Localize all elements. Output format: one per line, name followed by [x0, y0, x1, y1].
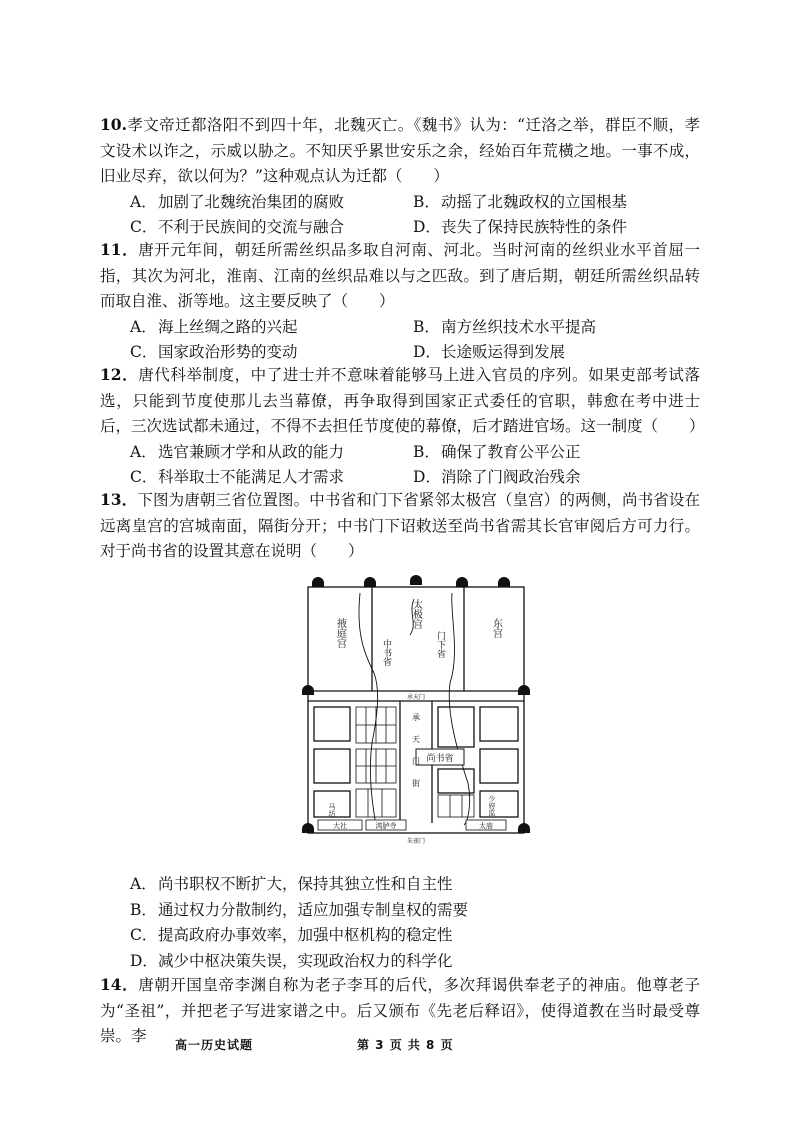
option-letter: D．	[413, 468, 441, 487]
city-block	[480, 707, 518, 741]
option-b[interactable]	[413, 440, 713, 466]
question-13	[100, 487, 700, 565]
option-text: 尚书职权不断扩大，保持其独立性和自主性	[158, 875, 453, 893]
option-a[interactable]	[130, 872, 700, 898]
tower-icon	[410, 575, 422, 585]
option-text: 海上丝绸之路的兴起	[158, 317, 298, 336]
label-bottom-2: 鸿胪寺	[375, 822, 397, 830]
label-north-gate: 承天门	[406, 694, 426, 701]
option-text: 不利于民族间的交流与融合	[158, 218, 345, 237]
option-letter: A．	[130, 317, 157, 336]
label-bottom-3: 太庙	[479, 822, 493, 830]
option-b[interactable]	[413, 315, 713, 341]
options	[130, 190, 700, 241]
option-text: 确保了教育公平公正	[441, 442, 581, 461]
option-letter: D．	[413, 343, 441, 362]
footer-title: 高一历史试题	[175, 1038, 254, 1052]
city-block	[480, 749, 518, 783]
option-letter: C．	[130, 343, 158, 362]
option-letter: A．	[130, 192, 157, 211]
question-number: 11．	[100, 240, 139, 259]
label-donggong: 东宫	[490, 618, 502, 638]
option-letter: C．	[130, 926, 158, 945]
city-block	[480, 791, 518, 817]
option-text: 通过权力分散制约，适应加强专制皇权的需要	[158, 900, 469, 919]
label-zhongshu: 中书省	[381, 639, 391, 666]
question-number: 14．	[100, 975, 139, 994]
question-stem: 下图为唐朝三省位置图。中书省和门下省紧邻太极宫（皇宫）的两侧，尚书省设在远离皇宫的宫城南面，隔街分开；中书门下诏敕送至尚书省需其长官审阅后方可力行。对于尚书省的设置其意在说明（ ）	[100, 491, 700, 561]
three-departments-map	[300, 573, 532, 845]
footer-page-number: 第 3 页 共 8 页	[357, 1038, 454, 1052]
options	[130, 872, 700, 974]
label-right-office: 少府监	[488, 795, 496, 816]
option-letter: D．	[413, 218, 441, 237]
option-a[interactable]	[130, 315, 413, 341]
option-text: 提高政府办事效率，加强中枢机构的稳定性	[158, 926, 453, 945]
option-b[interactable]	[413, 190, 713, 216]
question-number: 10.	[100, 115, 127, 134]
option-letter: B．	[413, 192, 440, 211]
city-block	[314, 749, 350, 783]
option-letter: B．	[413, 317, 440, 336]
option-text: 选官兼顾才学和从政的能力	[158, 442, 345, 461]
tower-icon	[498, 577, 510, 587]
option-letter: C．	[130, 468, 158, 487]
options	[130, 315, 700, 366]
option-text: 减少中枢决策失误，实现政治权力的科学化	[158, 951, 453, 970]
option-b[interactable]	[130, 898, 700, 924]
option-text: 加剧了北魏统治集团的腐败	[158, 192, 345, 211]
option-text: 南方丝织技术水平提高	[441, 317, 597, 336]
option-text: 消除了门阀政治残余	[441, 468, 581, 487]
question-stem: 孝文帝迁都洛阳不到四十年，北魏灭亡。《魏书》认为：“迁洛之举，群臣不顺，孝文设术以诈之，示威以胁之。不知厌乎累世安乐之余，经始百年荒橫之地。一事不成，旧业尽弃，欲以何为？”这种观点认为迁都（ ）	[100, 116, 700, 186]
option-letter: A．	[130, 875, 157, 893]
option-text: 国家政治形势的变动	[158, 343, 298, 362]
tower-icon	[312, 577, 324, 587]
label-south-gate: 朱雀门	[406, 838, 426, 845]
option-letter: B．	[130, 900, 157, 919]
options	[130, 440, 700, 491]
label-menxia: 门下省	[435, 631, 445, 658]
question-stem: 唐开元年间，朝廷所需丝织品多取自河南、河北。当时河南的丝织业水平首屈一指，其次为河北，淮南、江南的丝织品难以与之匹敌。到了唐后期，朝廷所需丝织品转而取自淮、浙等地。这主要反映了（ ）	[100, 241, 700, 311]
option-letter: B．	[413, 442, 440, 461]
option-text: 动摇了北魏政权的立国根基	[441, 192, 628, 211]
option-text: 长途贩运得到发展	[441, 343, 566, 362]
option-a[interactable]	[130, 190, 413, 216]
label-shangshu: 尚书省	[426, 754, 454, 764]
label-street: 承天门街	[411, 713, 421, 801]
question-10	[100, 112, 700, 241]
label-yeting: 掖庭宫	[334, 618, 346, 648]
question-number: 13．	[100, 490, 138, 509]
option-a[interactable]	[130, 440, 413, 466]
city-block	[314, 707, 350, 741]
label-left-office: 马坊	[328, 803, 336, 817]
tower-icon	[456, 577, 468, 587]
question-stem: 唐朝开国皇帝李渊自称为老子李耳的后代，多次拜谒供奉老子的神庙。他尊老子为“圣祖”，并把老子写进家谱之中。后又颁布《先老后释诏》，使得道教在当时最受尊崇。李	[100, 976, 700, 1046]
label-taiji: 太极宫	[410, 599, 422, 629]
option-text: 科举取士不能满足人才需求	[158, 468, 345, 487]
question-11	[100, 237, 700, 366]
official-route	[449, 593, 469, 825]
option-letter: A．	[130, 442, 157, 461]
question-stem: 唐代科举制度，中了进士并不意味着能够马上进入官员的序列。如果吏部考试落选，只能到节度使那儿去当幕僚，再争取得到国家正式委任的官职，韩愈在考中进士后，三次选试都未通过，不得不去担任节度使的幕僚，后才踏进官场。这一制度（ ）	[100, 366, 705, 436]
question-number: 12．	[100, 365, 139, 384]
option-letter: C．	[130, 218, 158, 237]
tower-icon	[364, 577, 376, 587]
option-text: 丧失了保持民族特性的条件	[441, 218, 628, 237]
question-12	[100, 362, 705, 491]
option-letter: D．	[130, 951, 158, 970]
label-bottom-1: 大社	[333, 822, 347, 830]
question-13-options	[100, 872, 700, 974]
option-d[interactable]	[130, 949, 700, 975]
option-c[interactable]	[130, 923, 700, 949]
